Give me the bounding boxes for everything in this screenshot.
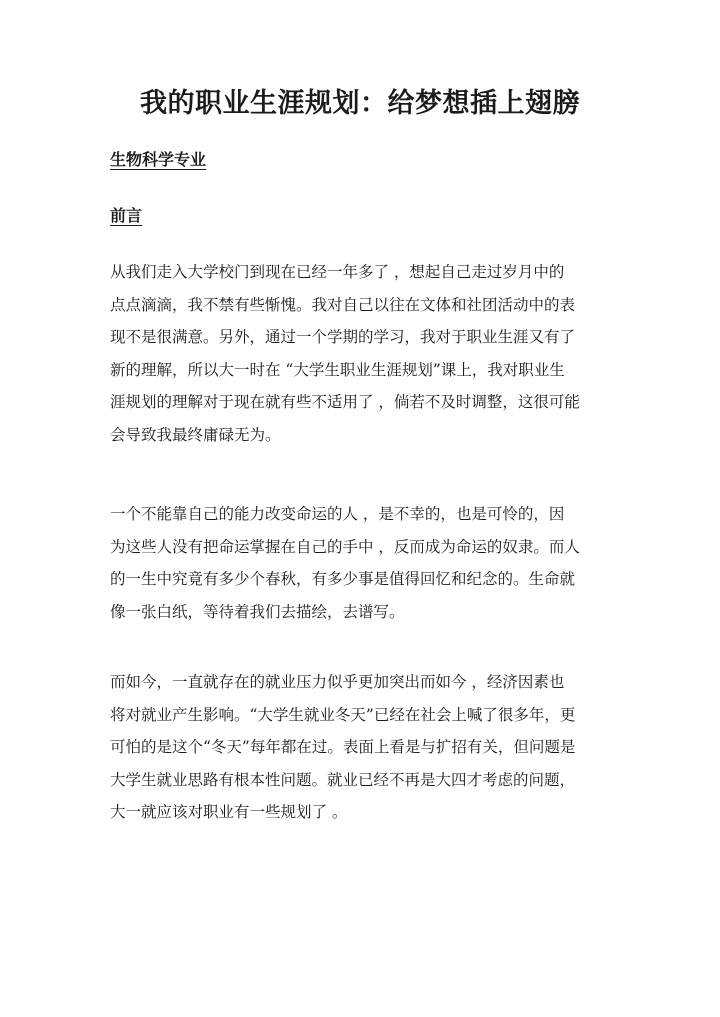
paragraph-line: 大一就应该对职业有一些规划了 。	[110, 803, 348, 821]
paragraph-line: 会导致我最终庸碌无为。	[110, 425, 281, 444]
paragraph-line: 将对就业产生影响。“大学生就业冬天”已经在社会上喊了很多年，更	[110, 705, 576, 724]
paragraph-line: 大学生就业思路有根本性问题。就业已经不再是大四才考虑的问题，	[110, 770, 576, 789]
paragraph-3	[110, 666, 610, 829]
paragraph-1	[110, 256, 610, 451]
paragraph-line: 从我们走入大学校门到现在已经一年多了 ，想起自己走过岁月中的	[110, 263, 565, 281]
paragraph-line: 新的理解，所以大一时在 “大学生职业生涯规划”课上，我对职业生	[110, 360, 565, 379]
paragraph-line: 现不是很满意。另外，通过一个学期的学习，我对于职业生涯又有了	[110, 328, 576, 346]
preface-heading: 前言	[110, 206, 143, 225]
paragraph-line: 涯规划的理解对于现在就有些不适用了 ，倘若不及时调整，这很可能	[110, 393, 580, 411]
paragraph-line: 为这些人没有把命运掌握在自己的手中 ，反而成为命运的奴隶。而人	[110, 537, 580, 556]
paragraph-line: 而如今，一直就存在的就业压力似乎更加突出而如今 ，经济因素也	[110, 673, 565, 691]
paragraph-line: 可怕的是这个“冬天”每年都在过。表面上看是与扩招有关，但问题是	[110, 738, 576, 756]
paragraph-line: 像一张白纸，等待着我们去描绘，去谱写。	[110, 602, 405, 621]
paragraph-line: 的一生中究竟有多少个春秋，有多少事是值得回忆和纪念的。生命就	[110, 570, 576, 588]
paragraph-line: 点点滴滴，我不禁有些惭愧。我对自己以往在文体和社团活动中的表	[110, 295, 576, 314]
major-heading: 生物科学专业	[110, 150, 207, 169]
paragraph-line: 一个不能靠自己的能力改变命运的人 ，是不幸的，也是可怜的，因	[110, 505, 565, 523]
paragraph-2	[110, 498, 610, 628]
document-title: 我的职业生涯规划：给梦想插上翅膀	[140, 88, 580, 119]
